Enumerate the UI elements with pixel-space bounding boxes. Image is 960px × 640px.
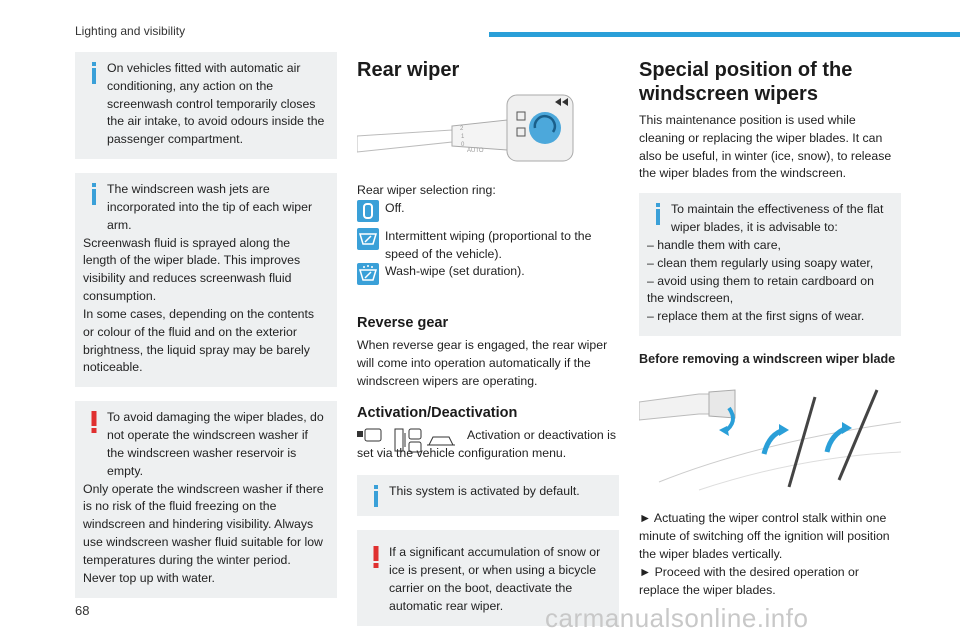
info-icon bbox=[650, 203, 666, 225]
reverse-gear-title: Reverse gear bbox=[357, 315, 449, 332]
stalk-label: 0 bbox=[461, 142, 465, 148]
special-position-intro: This maintenance position is used while cleaning or replacing the wiper blades. It can also be useful, in winter (ice, snow), to release the wiper blades from the windscreen. bbox=[639, 113, 892, 181]
wash-wipe-icon bbox=[357, 263, 379, 285]
list-item: – handle them with care, bbox=[647, 237, 781, 252]
rear-wiper-stalk-illustration bbox=[357, 90, 587, 168]
warning-icon bbox=[86, 411, 102, 433]
wiper-blades-illustration bbox=[639, 382, 901, 492]
list-item: – replace them at the first signs of wear. bbox=[647, 309, 865, 324]
note-text: The windscreen wash jets are incorporated into the tip of each wiper arm. bbox=[107, 182, 313, 232]
ring-wash-label: Wash-wipe (set duration). bbox=[385, 264, 525, 279]
ring-option-off bbox=[357, 200, 619, 222]
ring-intro: Rear wiper selection ring: bbox=[357, 183, 496, 197]
ring-option-intermittent bbox=[357, 228, 619, 264]
activation-title: Activation/Deactivation bbox=[357, 404, 518, 421]
header-accent-bar bbox=[489, 32, 960, 37]
reverse-gear-text: When reverse gear is engaged, the rear wiper will come into operation automatically if the windscreen wipers are operating. bbox=[357, 338, 608, 389]
stalk-label: 2 bbox=[460, 126, 464, 132]
blade-care-list bbox=[647, 237, 891, 326]
ring-option-wash bbox=[357, 263, 619, 285]
warning-note-washer bbox=[75, 401, 337, 597]
watermark: carmanualsonline.info bbox=[545, 603, 809, 633]
page-number: 68 bbox=[75, 603, 90, 618]
step-1: ► Actuating the wiper control stalk within one minute of switching off the ignition will position the wiper blades vertically. bbox=[639, 511, 890, 562]
step-2: ► Proceed with the desired operation or replace the wiper blades. bbox=[639, 564, 859, 597]
config-menu-icons bbox=[357, 427, 465, 457]
note-text: Screenwash fluid is sprayed along the length of the wiper blade. This improves visibility and reduces screenwash fluid consumption. bbox=[83, 235, 301, 304]
warning-icon bbox=[368, 546, 384, 568]
warning-text: Only operate the windscreen washer if there is no risk of the fluid freezing on the windscreen and hindering visibility. Always use windscreen washer fluid suitable for low temperatures during the winter period. bbox=[83, 481, 324, 567]
column-2 bbox=[357, 50, 619, 640]
info-note-air-intake bbox=[75, 52, 337, 159]
rear-wiper-title: Rear wiper bbox=[357, 59, 460, 81]
note-text: In some cases, depending on the contents or colour of the fluid and on the exterior brightness, the liquid spray may be barely noticeable. bbox=[83, 306, 315, 375]
stalk-label: AUTO bbox=[467, 148, 484, 154]
info-icon bbox=[86, 62, 102, 84]
info-icon bbox=[86, 183, 102, 205]
info-note-blades bbox=[639, 193, 901, 336]
note-text: To maintain the effectiveness of the flat wiper blades, it is advisable to: bbox=[671, 202, 884, 235]
list-item: – clean them regularly using soapy water, bbox=[647, 255, 874, 270]
subhead-removing-blade: Before removing a windscreen wiper blade bbox=[639, 352, 896, 367]
column-3 bbox=[639, 50, 901, 600]
ring-intermittent-label: Intermittent wiping (proportional to the speed of the vehicle). bbox=[385, 228, 592, 261]
list-item: – avoid using them to retain cardboard on the windscreen, bbox=[647, 273, 874, 306]
warning-text: If a significant accumulation of snow or ice is present, or when using a bicycle carrier on the boot, deactivate the automatic rear wiper. bbox=[389, 545, 601, 613]
activation-text: Activation or deactivation is set via the vehicle configuration menu. bbox=[357, 427, 617, 460]
warning-text: Never top up with water. bbox=[83, 570, 215, 585]
stalk-label: 1 bbox=[461, 134, 465, 140]
special-position-title: Special position of the windscreen wipers bbox=[639, 59, 853, 105]
info-note-wash-jets bbox=[75, 173, 337, 387]
section-title: Lighting and visibility bbox=[75, 24, 186, 38]
info-icon bbox=[368, 485, 384, 507]
ring-off-icon bbox=[357, 200, 379, 222]
info-note-default bbox=[357, 475, 619, 517]
intermittent-wipe-icon bbox=[357, 228, 379, 250]
note-text: This system is activated by default. bbox=[389, 483, 580, 498]
column-1 bbox=[75, 50, 337, 612]
ring-off-label: Off. bbox=[385, 200, 405, 215]
warning-text: To avoid damaging the wiper blades, do not operate the windscreen washer if the windscreen washer reservoir is empty. bbox=[107, 410, 324, 478]
note-text: On vehicles fitted with automatic air conditioning, any action on the screenwash control temporarily closes the air intake, to avoid odours inside the passenger compartment. bbox=[107, 61, 325, 147]
activation-block bbox=[357, 427, 619, 463]
